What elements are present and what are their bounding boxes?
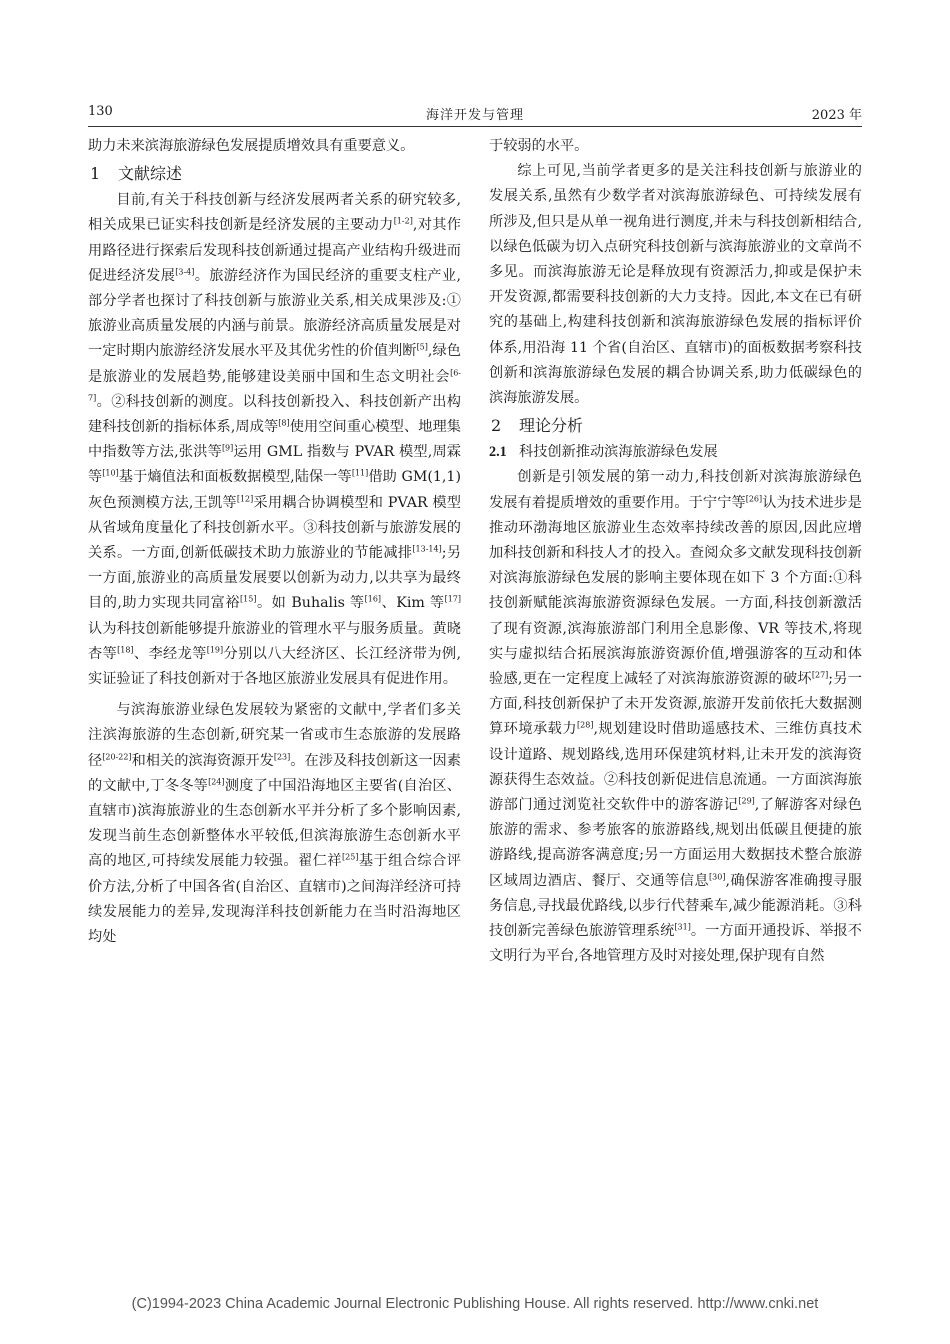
citation: [23] — [273, 751, 291, 761]
text-run: 与滨海旅游业绿色发展较为紧密的文献中,学者们多关注滨海旅游的生态创新,研究某一省或市生态旅游的发展路径 — [88, 702, 461, 769]
section-heading-1 — [88, 160, 461, 187]
section-title: 理论分析 — [519, 416, 584, 436]
right-column — [489, 134, 862, 970]
text-run: ,规划建设时借助遥感技术、三维仿真技术设计道路、规划路线,选用环保建筑材料,让未开发的滨海资源获得生态效益。②科技创新促进信息流通。一方面滨海旅游部门通过浏览社交软件中的游客游记 — [489, 721, 862, 814]
citation: [10] — [102, 468, 119, 478]
text-run: 和相关的滨海资源开发 — [131, 752, 274, 769]
text-run: 认为技术进步是推动环渤海地区旅游业生态效率持续改善的原因,因此应增加科技创新和科技人才的投入。查阅众多文献发现科技创新对滨海旅游绿色发展的影响主要体现在如下 3 个方面:①科技创新赋能滨海旅游资源绿色发展。一方面,科技创新激活了现有资源,滨海旅游部门利用全息影像、VR 等技术,将现实与虚拟结合拓展滨海旅游资源价值,增强游客的互动和体验感,更在一定程度上减轻了对滨海旅游资源的破坏 — [489, 494, 862, 688]
citation: [30] — [709, 871, 726, 881]
text-run: 分别以八大经济区、长江经济带为例,实证验证了科技创新对于各地区旅游业发展具有促进作用。 — [88, 645, 461, 688]
text-run: ,对其作用路径进行探索后发现科技创新通过提高产业结构升级进而促进经济发展 — [88, 217, 461, 284]
citation: [6-7] — [88, 367, 461, 403]
paragraph-theory — [489, 465, 862, 969]
citation: [24] — [208, 777, 225, 787]
text-run: 借助 GM(1,1)灰色预测模方法,王凯等 — [88, 469, 461, 511]
text-run: 基于组合综合评价方法,分析了中国各省(自治区、直辖市)之间海洋经济可持续发展能力的差异,发现海洋科技创新能力在当时沿海地区均处 — [88, 853, 461, 946]
text-run: 使用空间重心模型、地理集中指数等方法,张洪等 — [88, 419, 461, 461]
citation: [26] — [745, 493, 763, 503]
citation: [18] — [117, 645, 134, 655]
text-run: ,绿色是旅游业的发展趋势,能够建设美丽中国和生态文明社会 — [88, 343, 461, 385]
text-run: 目前,有关于科技创新与经济发展两者关系的研究较多,相关成果已证实科技创新是经济发展的主要动力 — [88, 192, 461, 234]
publication-year: 2023 年 — [811, 108, 862, 123]
text-run: ,确保游客准确搜寻服务信息,寻找最优路线,以步行代替乘车,减少能源消耗。③科技创新完善绿色旅游管理系统 — [489, 872, 862, 940]
citation: [28] — [577, 720, 594, 730]
left-column — [88, 134, 461, 950]
section-number: 1 — [90, 164, 101, 184]
copyright-footer: (C)1994-2023 China Academic Journal Electronic Publishing House. All rights reserved. http://www.cnki.net — [131, 1296, 819, 1312]
section-heading-2 — [489, 412, 862, 439]
citation: [16] — [364, 594, 382, 604]
citation: [15] — [240, 594, 257, 604]
citation: [29] — [738, 796, 755, 806]
citation: [12] — [236, 493, 254, 503]
citation: [13-14] — [412, 544, 442, 554]
paragraph-continued: 于较弱的水平。 — [489, 138, 589, 154]
citation: [25] — [342, 852, 359, 862]
text-run: 。在涉及科技创新这一因素的文献中,丁冬冬等 — [88, 752, 461, 794]
text-run: 采用耦合协调模型和 PVAR 模型从省域角度量化了科技创新水平。③科技创新与旅游发展的关系。一方面,创新低碳技术助力旅游业的节能减排 — [88, 494, 461, 562]
text-run: 测度了中国沿海地区主要省(自治区、直辖市)滨海旅游业的生态创新水平并分析了多个影响因素,发现当前生态创新整体水平较低,但滨海旅游生态创新水平高的地区,可持续发展能力较强。翟仁祥 — [88, 777, 461, 870]
text-run: 创新是引领发展的第一动力,科技创新对滨海旅游绿色发展有着提质增效的重要作用。于宁宁等 — [489, 469, 862, 511]
paragraph-literature-1 — [88, 188, 461, 692]
citation: [8] — [278, 418, 290, 428]
citation: [1-2] — [393, 216, 413, 226]
header-rule — [88, 126, 862, 127]
citation: [3-4] — [175, 267, 195, 277]
citation: [27] — [811, 670, 829, 680]
citation: [31] — [674, 922, 691, 932]
paragraph-literature-2 — [88, 698, 461, 950]
citation: [9] — [221, 443, 234, 453]
section-title: 文献综述 — [118, 164, 183, 184]
citation: [5] — [416, 342, 428, 352]
page-number: 130 — [88, 104, 113, 119]
text-run: 运用 GML 指数与 PVAR 模型,周霖等 — [88, 444, 461, 486]
text-run: 。如 Buhalis 等 — [256, 595, 365, 612]
journal-title: 海洋开发与管理 — [425, 108, 524, 123]
page-header — [88, 104, 862, 124]
text-run: 。②科技创新的测度。以科技创新投入、科技创新产出构建科技创新的指标体系,周成等 — [88, 393, 461, 436]
paragraph-summary: 综上可见,当前学者更多的是关注科技创新与旅游业的发展关系,虽然有少数学者对滨海旅游绿色、可持续发展有所涉及,但只是从单一视角进行测度,并未与科技创新相结合,以绿色低碳为切入点研究科技创新与滨海旅游业的文章尚不多见。而滨海旅游无论是释放现有资源活力,抑或是保护未开发资源,都需要科技创新的大力支持。因此,本文在已有研究的基础上,构建科技创新和滨海旅游绿色发展的指标评价体系,用沿海 11 个省(自治区、直辖市)的面板数据考察科技创新和滨海旅游绿色发展的耦合协调关系,助力低碳绿色的滨海旅游发展。 — [489, 163, 862, 407]
text-run: ,了解游客对绿色旅游的需求、参考旅客的旅游路线,规划出低碳且便捷的旅游路线,提高游客满意度;另一方面运用大数据技术整合旅游区域周边酒店、餐厅、交通等信息 — [489, 797, 862, 889]
text-run: ;另一方面,旅游业的高质量发展要以创新为动力,以共享为最终目的,助力实现共同富裕 — [88, 545, 462, 612]
text-run: 、李经龙等 — [133, 645, 207, 662]
citation: [17] — [444, 594, 461, 604]
paragraph-intro-end: 助力未来滨海旅游绿色发展提质增效具有重要意义。 — [88, 138, 415, 154]
citation: [20-22] — [102, 751, 132, 761]
text-run: 。旅游经济作为国民经济的重要支柱产业,部分学者也探讨了科技创新与旅游业关系,相关成果涉及:①旅游业高质量发展的内涵与前景。旅游经济高质量发展是对一定时期内旅游经济发展水平及其优劣性的价值判断 — [88, 267, 461, 360]
text-run: 认为科技创新能够提升旅游业的管理水平与服务质量。黄晓杏等 — [88, 620, 461, 662]
subsection-number: 2.1 — [489, 444, 507, 461]
text-run: 。一方面开通投诉、举报不文明行为平台,各地管理方及时对接处理,保护现有自然 — [489, 923, 862, 965]
text-run: ;另一方面,科技创新保护了未开发资源,旅游开发前依托大数据测算环境承载力 — [489, 671, 862, 738]
citation: [11] — [351, 468, 369, 478]
text-run: 、Kim 等 — [381, 595, 445, 612]
citation: [19] — [206, 645, 224, 655]
subsection-title: 科技创新推动滨海旅游绿色发展 — [519, 444, 718, 461]
subsection-heading-2-1 — [489, 440, 862, 465]
section-number: 2 — [491, 416, 502, 436]
text-run: 基于熵值法和面板数据模型,陆保一等 — [118, 469, 352, 486]
